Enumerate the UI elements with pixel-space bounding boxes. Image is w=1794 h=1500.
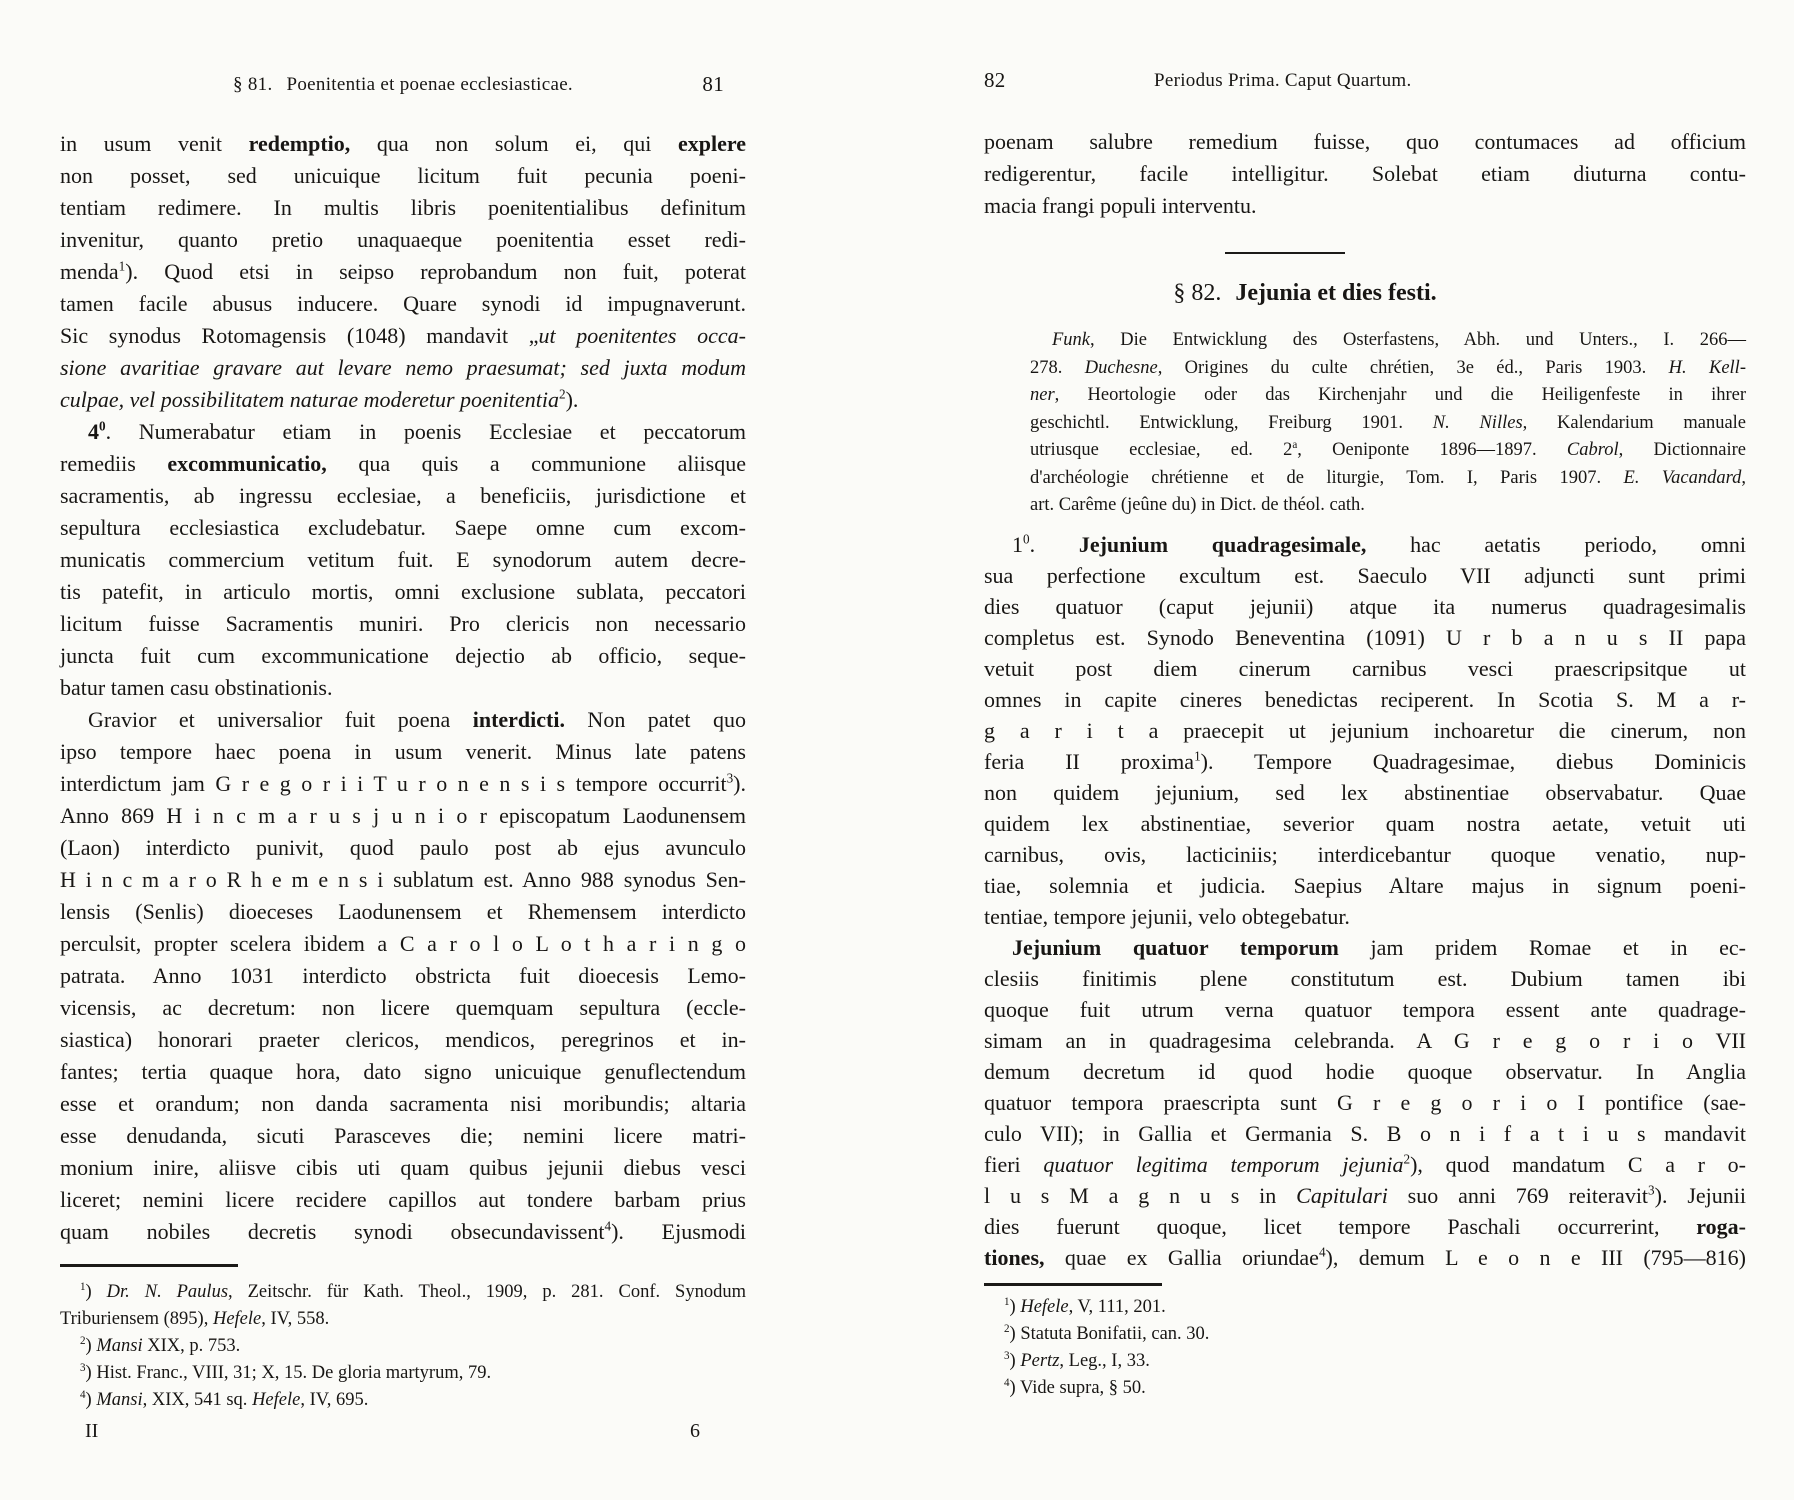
page-81-body	[60, 128, 746, 1248]
section-divider	[1225, 252, 1345, 254]
text-line: sepultura ecclesiastica excludebatur. Saepe omne cum excom-	[60, 515, 746, 540]
text-line: monium inire, aliisve cibis uti quam quibus jejunii diebus vesci	[60, 1155, 746, 1180]
text-line: $^2$) Statuta Bonifatii, can. 30.	[1004, 1322, 1210, 1344]
text-line: interdictum jam G r e g o r i i T u r o n e n s i s tempore occurrit$^3$).	[60, 770, 746, 796]
volume-signature-mark: II	[85, 1420, 99, 1442]
text-line: ner, Heortologie oder das Kirchenjahr und die Heiligenfeste in ihrer	[1030, 385, 1746, 405]
page-number-81: 81	[702, 72, 724, 96]
text-line: tamen facile abusus inducere. Quare synodi id impugnaverunt.	[60, 291, 746, 316]
text-line: tentiae, tempore jejunii, velo obtegebatur.	[984, 903, 1350, 929]
text-line: Gravior et universalior fuit poena interdicti. Non patet quo	[88, 707, 746, 732]
page-82-running-head	[984, 70, 1746, 100]
text-line: ipso tempore haec poena in usum venerit. Minus late patens	[60, 739, 746, 764]
text-line: juncta fuit cum excommunicatione dejectio ab officio, seque-	[60, 643, 746, 668]
text-line: $^1$) Dr. N. Paulus, Zeitschr. für Kath. Theol., 1909, p. 281. Conf. Synodum	[80, 1280, 746, 1302]
text-line: d'archéologie chrétienne et de liturgie, Tom. I, Paris 1907. E. Vacandard,	[1030, 467, 1746, 488]
text-line: $^2$) Mansi XIX, p. 753.	[80, 1334, 241, 1356]
section-number-81: § 81.	[233, 74, 273, 95]
running-title-82: Periodus Prima. Caput Quartum.	[1154, 70, 1412, 91]
text-line: in usum venit redemptio, qua non solum ei, qui explere	[60, 131, 746, 156]
text-line: invenitur, quanto pretio unaquaeque poenitentia esset redi-	[60, 227, 746, 252]
text-line: dies fuerunt quoque, licet tempore Paschali occurrerint, roga-	[984, 1213, 1746, 1239]
section-number-82: § 82.	[1173, 280, 1222, 306]
footnote-rule-left	[60, 1264, 238, 1267]
text-line: Triburiensem (895), Hefele, IV, 558.	[60, 1309, 330, 1329]
text-line: esse denudanda, sicuti Parasceves die; nemini licere matri-	[60, 1123, 746, 1148]
text-line: batur tamen casu obstinationis.	[60, 675, 333, 700]
text-line: tiae, solemnia et judicia. Saepius Altare majus in signum poeni-	[984, 872, 1746, 898]
text-line: redigerentur, facile intelligitur. Solebat etiam diuturna contu-	[984, 161, 1746, 186]
page-82	[984, 70, 1746, 1402]
section-title-82: Jejunia et dies festi.	[1235, 280, 1437, 306]
text-line: demum decretum id quod hodie quoque observatur. In Anglia	[984, 1058, 1746, 1084]
page-81	[60, 74, 746, 1446]
text-line: $1^0$. Jejunium quadragesimale, hac aetatis periodo, omni	[1012, 531, 1746, 557]
text-line: $^4$) Mansi, XIX, 541 sq. Hefele, IV, 695.	[80, 1388, 369, 1410]
text-line: perculsit, propter scelera ibidem a C a r o l o L o t h a r i n g o	[60, 931, 746, 956]
text-line: lensis (Senlis) dioeceses Laodunensem et Rhemensem interdicto	[60, 899, 746, 924]
text-line: feria II proxima$^1$). Tempore Quadragesimae, diebus Dominicis	[984, 748, 1746, 774]
page-81-footnotes	[60, 1279, 746, 1414]
section-heading-82	[924, 280, 1686, 307]
text-line: completus est. Synodo Beneventina (1091) U r b a n u s II papa	[984, 624, 1746, 650]
text-line: sacramentis, ab ingressu ecclesiae, a beneficiis, jurisdictione et	[60, 483, 746, 508]
text-line: tiones, quae ex Gallia oriundae$^4$), demum L e o n e III (795—816)	[984, 1244, 1746, 1270]
text-line: sione avaritiae gravare aut levare nemo praesumat; sed juxta modum	[60, 355, 746, 380]
text-line: patrata. Anno 1031 interdicto obstricta fuit dioecesis Lemo-	[60, 963, 746, 988]
text-line: geschichtl. Entwicklung, Freiburg 1901. N. Nilles, Kalendarium manuale	[1030, 412, 1747, 433]
text-line: siastica) honorari praeter clericos, mendicos, peregrinos et in-	[60, 1027, 746, 1052]
text-line: municatis commercium vetitum fuit. E synodorum autem decre-	[60, 547, 746, 572]
text-line: $^1$) Hefele, V, 111, 201.	[1004, 1295, 1166, 1317]
text-line: fieri quatuor legitima temporum jejunia$^2$), quod mandatum C a r o-	[984, 1151, 1746, 1177]
text-line: art. Carême (jeûne du) in Dict. de théol. cath.	[1030, 495, 1365, 515]
text-line: sua perfectione excultum est. Saeculo VII adjuncti sunt primi	[984, 562, 1746, 588]
text-line: quam nobiles decretis synodi obsecundavissent$^4$). Ejusmodi	[60, 1218, 746, 1244]
text-line: simam an in quadragesima celebranda. A G r e g o r i o VII	[984, 1027, 1746, 1053]
text-line: licitum fuisse Sacramentis muniri. Pro clericis non necessario	[60, 611, 746, 636]
text-line: $4^0$. Numerabatur etiam in poenis Ecclesiae et peccatorum	[88, 418, 746, 444]
text-line: dies quatuor (caput jejunii) atque ita numerus quadragesimalis	[984, 593, 1746, 619]
text-line: tentiam redimere. In multis libris poenitentialibus definitum	[60, 195, 746, 220]
text-line: Funk, Die Entwicklung des Osterfastens, Abh. und Unters., I. 266—	[1052, 330, 1746, 350]
text-line: 278. Duchesne, Origines du culte chrétien, 3e éd., Paris 1903. H. Kell-	[1030, 357, 1746, 378]
text-line: non posset, sed unicuique licitum fuit pecunia poeni-	[60, 163, 746, 188]
text-line: culpae, vel possibilitatem naturae moderetur poenitentia$^2$).	[60, 386, 579, 412]
text-line: $^3$) Hist. Franc., VIII, 31; X, 15. De gloria martyrum, 79.	[80, 1361, 492, 1383]
text-line: g a r i t a praecepit ut jejunium inchoaretur die cinerum, non	[984, 717, 1746, 743]
page-81-signature-line	[60, 1420, 746, 1446]
text-line: fantes; tertia quaque hora, dato signo unicuique genuflectendum	[60, 1059, 746, 1084]
text-line: vetuit post diem cinerum carnibus vesci praescripsitque ut	[984, 655, 1746, 681]
page-number-82: 82	[984, 68, 1006, 92]
text-line: remediis excommunicatio, qua quis a communione aliisque	[60, 451, 746, 476]
text-line: (Laon) interdicto punivit, quod paulo post ab ejus avunculo	[60, 835, 746, 860]
text-line: poenam salubre remedium fuisse, quo contumaces ad officium	[984, 129, 1746, 154]
text-line: culo VII); in Gallia et Germania S. B o n i f a t i u s mandavit	[984, 1120, 1746, 1146]
page-81-running-head	[60, 74, 746, 104]
text-line: $^4$) Vide supra, § 50.	[1004, 1376, 1146, 1398]
text-line: carnibus, ovis, lacticiniis; interdicebantur quoque venatio, nup-	[984, 841, 1746, 867]
text-line: H i n c m a r o R h e m e n s i sublatum est. Anno 988 synodus Sen-	[60, 867, 746, 892]
section-bibliography	[1030, 327, 1746, 520]
text-line: macia frangi populi interventu.	[984, 193, 1257, 218]
text-line: Anno 869 H i n c m a r u s j u n i o r episcopatum Laodunensem	[60, 803, 746, 828]
text-line: clesiis finitimis plene constitutum est. Dubium tamen ibi	[984, 965, 1746, 991]
text-line: $^3$) Pertz, Leg., I, 33.	[1004, 1349, 1150, 1371]
text-line: l u s M a g n u s in Capitulari suo anni 769 reiteravit$^3$). Jejunii	[984, 1182, 1746, 1208]
section-title-81: Poenitentia et poenae ecclesiasticae.	[286, 74, 573, 95]
page-82-body	[984, 529, 1746, 1273]
text-line: quatuor tempora praescripta sunt G r e g o r i o I pontifice (sae-	[984, 1089, 1746, 1115]
text-line: quidem lex abstinentiae, severior quam nostra aetate, vetuit uti	[984, 810, 1746, 836]
page-82-intro	[984, 126, 1746, 222]
text-line: esse et orandum; non danda sacramenta nisi moribundis; altaria	[60, 1091, 746, 1116]
text-line: omnes in capite cineres benedictas reciperent. In Scotia S. M a r-	[984, 686, 1746, 712]
footnote-rule-right	[984, 1283, 1162, 1286]
text-line: non quidem jejunium, sed lex abstinentiae observabatur. Quae	[984, 779, 1746, 805]
sheet-signature-number: 6	[690, 1420, 700, 1442]
text-line: vicensis, ac decretum: non licere quemquam sepultura (eccle-	[60, 995, 746, 1020]
text-line: Sic synodus Rotomagensis (1048) mandavit „ut poenitentes occa-	[60, 323, 746, 348]
text-line: menda$^1$). Quod etsi in seipso reprobandum non fuit, poterat	[60, 258, 746, 284]
text-line: quoque fuit utrum verna quatuor tempora essent ante quadrage-	[984, 996, 1746, 1022]
text-line: Jejunium quatuor temporum jam pridem Romae et in ec-	[1012, 934, 1746, 960]
page-81-heading	[233, 74, 573, 96]
text-line: tis patefit, in articulo mortis, omni exclusione sublata, peccatori	[60, 579, 746, 604]
page-82-footnotes	[984, 1294, 1746, 1402]
text-line: utriusque ecclesiae, ed. 2$^a$, Oeniponte 1896—1897. Cabrol, Dictionnaire	[1030, 438, 1747, 460]
text-line: liceret; nemini licere recidere capillos aut tondere barbam prius	[60, 1187, 746, 1212]
